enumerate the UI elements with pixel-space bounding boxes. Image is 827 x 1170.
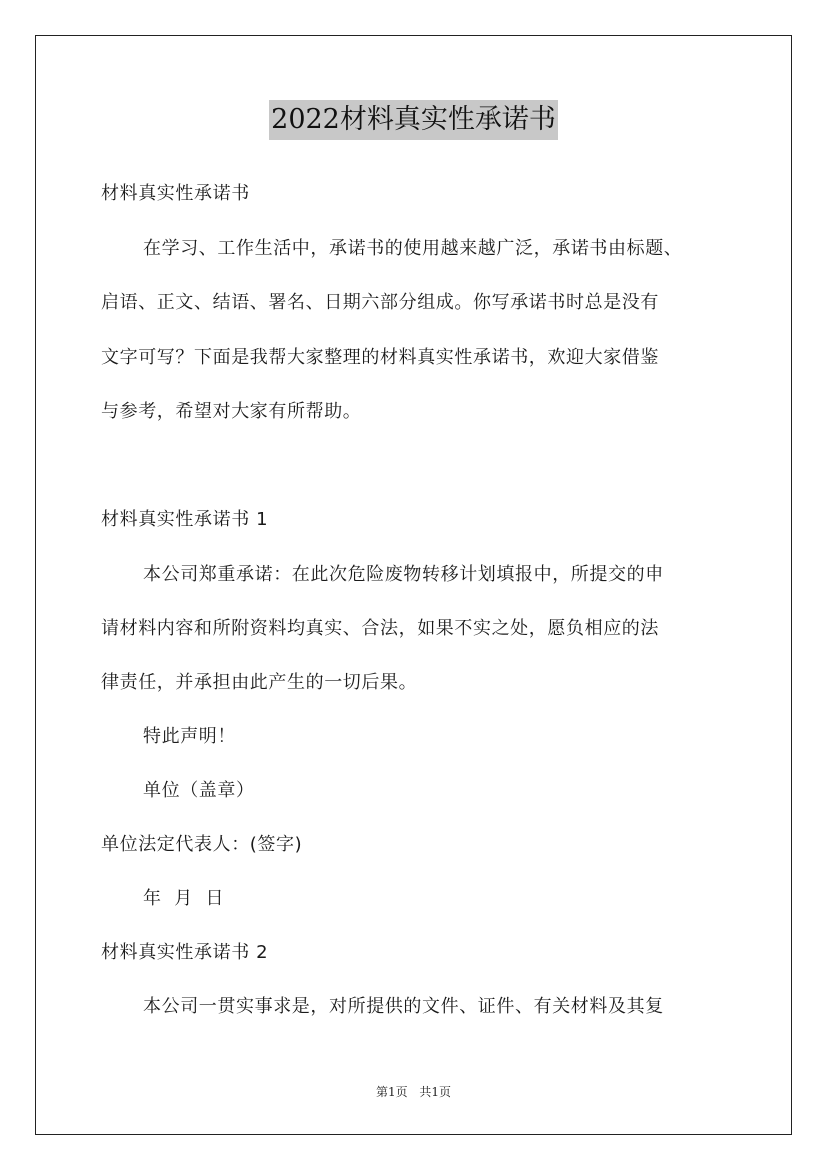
legal-representative-line: 单位法定代表人：(签字) — [101, 834, 303, 855]
unit-seal-line: 单位（盖章） — [143, 780, 255, 801]
section-2-heading: 材料真实性承诺书 2 — [101, 942, 269, 963]
intro-heading: 材料真实性承诺书 — [101, 183, 250, 204]
page-footer — [0, 1084, 827, 1100]
section-1-paragraph-line-1: 本公司郑重承诺：在此次危险废物转移计划填报中，所提交的申 — [143, 564, 664, 585]
document-title: 2022材料真实性承诺书 — [269, 100, 558, 140]
page-total: 共1页 — [419, 1085, 452, 1099]
declaration-text: 特此声明！ — [143, 726, 236, 747]
section-1-paragraph-line-3: 律责任，并承担由此产生的一切后果。 — [101, 672, 418, 693]
title-container — [0, 100, 827, 140]
page-number: 第1页 — [375, 1085, 408, 1099]
intro-paragraph-line-2: 启语、正文、结语、署名、日期六部分组成。你写承诺书时总是没有 — [101, 292, 659, 313]
intro-paragraph-line-4: 与参考，希望对大家有所帮助。 — [101, 401, 362, 422]
intro-paragraph-line-1: 在学习、工作生活中，承诺书的使用越来越广泛，承诺书由标题、 — [143, 238, 683, 259]
intro-paragraph-line-3: 文字可写？下面是我帮大家整理的材料真实性承诺书，欢迎大家借鉴 — [101, 347, 659, 368]
section-1-paragraph-line-2: 请材料内容和所附资料均真实、合法，如果不实之处，愿负相应的法 — [101, 618, 659, 639]
section-2-paragraph-line-1: 本公司一贯实事求是，对所提供的文件、证件、有关材料及其复 — [143, 996, 664, 1017]
date-line: 年 月 日 — [143, 888, 225, 909]
section-1-heading: 材料真实性承诺书 1 — [101, 509, 269, 530]
